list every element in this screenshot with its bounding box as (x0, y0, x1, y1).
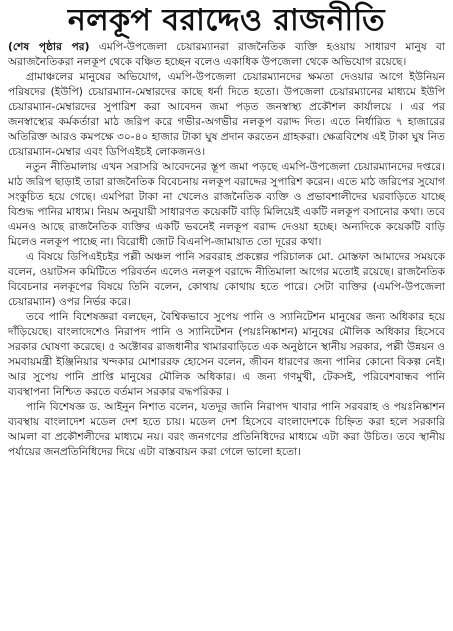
paragraph: গ্রামাঞ্চলের মানুষের অভিযোগ, এমপি-উপজেলা চেয়ারম্যানদের ক্ষমতা দেওয়ার আগে ইউনিয়ন পরিষদের (ইউপি) চেয়ারম্যান-মেম্বারদের কাছে ধর্না দিতে হতো। উপজেলা চেয়ারম্যানের মাধ্যমে ইউপি চেয়ারম্যান-মেম্বারদের সুপারিশ করা আবেদন জমা পড়ত জনস্বাস্থ্য প্রকৌশল কার্যালয়ে । এর পর জনস্বাস্থ্যের কর্মকর্তারা মাঠ জরিপ করে গভীর-অগভীর নলকূপ বরাদ্দ দিত। এতে নির্ধারিত ৭ হাজারের অতিরিক্ত আরও কমপক্ষে ৩০-৪০ হাজার টাকা ঘুষ প্রদান করতেন গ্রাহকরা। ক্ষেত্রবিশেষ এই টাকা ঘুষ নিত চেয়ারম্যান-মেম্বার এবং ডিপিএইচই লোকজনও। (8, 71, 445, 158)
continued-label: (শেষ পৃষ্ঠার পর) (8, 41, 90, 53)
paragraph: পানি বিশেষজ্ঞ ড. আইনুন নিশাত বলেন, যতদূর জানি নিরাপদ খাবার পানি সরবরাহ ও পয়ঃনিষ্কাশন ব্যবস্থায় বাংলাদেশ মডেল দেশ হতে চায়। মডেল দেশ হিসেবে বাংলাদেশকে চিহ্নিত করা হলে সরকারি আমলা বা প্রকৌশলীদের মাধ্যমে নয়। বরং জনগণের প্রতিনিধিদের মাধ্যমে এটা করা উচিত। তবে স্থানীয় পর্যায়ের জনপ্রতিনিধিদের দিয়ে এটা বাস্তবায়ন করা গেলে ভালো হতো। (8, 401, 445, 458)
paragraph: তবে পানি বিশেষজ্ঞরা বলছেন, বৈশ্বিকভাবে সুপেয় পানি ও স্যানিটেশন মানুষের জন্য অধিকার হয়ে দাঁড়িয়েছে। বাংলাদেশেও নিরাপদ পানি ও স্যানিটেশন (পয়ঃনিষ্কাশন) মানুষের মৌলিক অধিকার হিসেবে সরকার ঘোষণা করেছে। ৫ অক্টোবর রাজধানীর খামারবাড়িতে এক অনুষ্ঠানে স্থানীয় সরকার, পল্লী উন্নয়ন ও সমবায়মন্ত্রী ইঞ্জিনিয়ার খন্দকার মোশাররফ হোসেন বলেন, জীবন ধারণের জন্য পানির কোনো বিকল্প নেই। আর সুপেয় পানি প্রাপ্তি মানুষের মৌলিক অধিকার। এ জন্য গণমুখী, টেকসই, পরিবেশবান্ধব পানি ব্যবস্থাপনা নিশ্চিত করতে বর্তমান সরকার বদ্ধপরিকর । (8, 311, 445, 398)
paragraph: নতুন নীতিমালায় এখন সরাসরি আবেদনের স্তূপ জমা পড়ছে এমপি-উপজেলা চেয়ারম্যানদের দপ্তরে। মাঠ জরিপ ছাড়াই তারা রাজনৈতিক বিবেচনায় নলকূপ বরাদ্দের সুপারিশ করেন। এতে মাঠ জরিপের সুযোগ সংকুচিত হয়ে গেছে। এমপিরা টাকা না খেলেও রাজনৈতিক ব্যক্তি ও প্রভাবশালীদের ঘরবাড়িতে যাচ্ছে বিশুদ্ধ পানির মাধ্যম। নিয়ম অনুযায়ী সাধারণত কয়েকটি বাড়ি মিলিয়েই একটি নলকূপ বসানোর কথা। তবে এমনও আছে রাজনৈতিক ব্যক্তির একটি ভবনেই নলকূপ বরাদ্দ দেওয়া হচ্ছে। অন্যদিকে কয়েকটি বাড়ি মিলেও নলকূপ পাচ্ছে না। বিরোধী জোট বিএনপি-জামায়াত তো দূরের কথা। (8, 161, 445, 248)
paragraph: এ বিষয়ে ডিপিএইচইর পল্লী অঞ্চল পানি সরবরাহ প্রকল্পের পরিচালক মো. মোস্তফা আমাদের সময়কে বলেন, ওয়াটসন কমিটিতে পরিবর্তন এলেও নলকূপ বরাদ্দে নীতিমালা আগের মতোই রয়েছে। রাজনৈতিক বিবেচনার নলকূপের বিষয়ে তিনি বলেন, কোথায় কোথায় হতে পারে। সেটা ব্যক্তির (এমপি-উপজেলা চেয়ারম্যান) ওপর নির্ভর করে। (8, 251, 445, 308)
paragraph-text: এমপি-উপজেলা চেয়ারম্যানরা রাজনৈতিক ব্যক্তি হওয়ায় সাধারণ মানুষ বা অরাজনৈতিকরা নলকূপ থেকে বঞ্চিত হচ্ছেন বলেও একাধিক উপজেলা থেকে অভিযোগ রয়েছে। (8, 41, 445, 68)
article-body (8, 40, 445, 460)
paragraph (8, 40, 445, 70)
headline: নলকূপ বরাদ্দেও রাজনীতি (67, 3, 386, 38)
